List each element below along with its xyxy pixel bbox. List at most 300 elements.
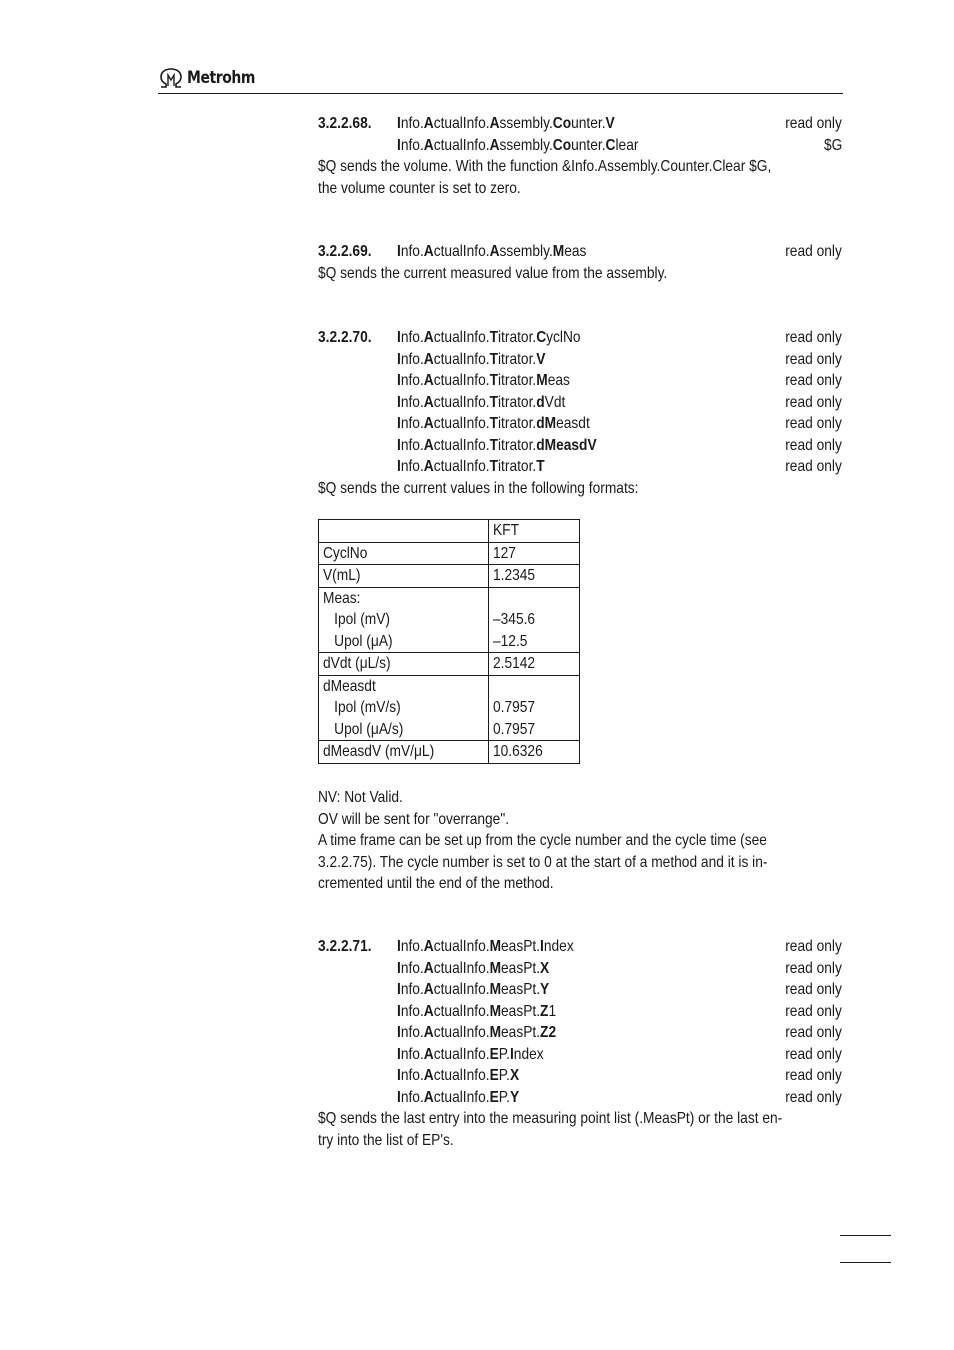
section-3-2-2-71	[318, 936, 842, 1151]
access-mode	[776, 958, 842, 980]
command-key-letter: E	[489, 1045, 499, 1063]
command-key-letter: dMeasdV	[536, 436, 597, 454]
section-number-text: 3.2.2.68.	[318, 115, 372, 132]
header-text: KFT	[493, 522, 519, 539]
command-key-letter: I	[397, 415, 401, 432]
section-number-text: 3.2.2.71.	[318, 938, 372, 955]
command-key-letter: A	[423, 115, 434, 132]
command-key-letter: Y	[540, 981, 550, 998]
command-key-letter: T	[489, 458, 498, 475]
command-key-letter: C	[536, 329, 547, 346]
command-key-letter: T	[489, 393, 498, 411]
command-key-letter: A	[423, 959, 434, 977]
command-segment: easPt.	[501, 981, 541, 998]
command-key-letter: I	[397, 1088, 401, 1106]
command-key-letter: I	[397, 1024, 401, 1041]
row-value: 1.2345	[493, 567, 536, 584]
access-mode	[776, 113, 842, 135]
command-key-letter: A	[423, 1002, 434, 1020]
command-segment: P.	[498, 1067, 510, 1084]
command-key-letter: I	[397, 1045, 401, 1063]
section-number	[318, 936, 380, 958]
command-key-letter: Co	[552, 136, 572, 154]
section-description	[318, 156, 844, 199]
command-text	[397, 413, 590, 435]
header-rule	[158, 93, 843, 94]
command-name	[397, 1001, 582, 1023]
access-mode-text: read only	[785, 350, 842, 368]
row-value: 10.6326	[493, 743, 543, 760]
command-name	[397, 413, 621, 435]
command-row	[318, 392, 842, 414]
command-segment: ctualInfo.	[433, 136, 490, 154]
command-key-letter: A	[423, 136, 434, 154]
command-key-letter: I	[509, 1045, 514, 1063]
section-number	[318, 113, 380, 135]
row-label: Upol (μA/s)	[334, 720, 404, 738]
row-label-cell	[319, 565, 489, 588]
access-mode-text: read only	[785, 243, 842, 260]
command-row	[318, 1001, 842, 1023]
access-mode	[821, 135, 842, 157]
command-key-letter: X	[540, 959, 550, 977]
access-mode-text: read only	[785, 1002, 842, 1020]
command-name	[397, 113, 650, 135]
command-row	[318, 327, 842, 349]
row-value: 0.7957	[493, 720, 536, 738]
command-text	[397, 241, 586, 263]
command-key-letter: M	[536, 372, 548, 389]
command-key-letter: I	[397, 243, 401, 260]
description-line: the volume counter is set to zero.	[318, 179, 521, 197]
access-mode	[776, 936, 842, 958]
access-mode	[776, 435, 842, 457]
command-name	[397, 327, 610, 349]
command-key-letter: E	[489, 1088, 499, 1106]
command-segment: ctualInfo.	[433, 1024, 490, 1041]
command-segment: nfo.	[400, 243, 424, 260]
access-mode	[776, 1022, 842, 1044]
command-text	[397, 135, 638, 157]
command-text	[397, 979, 549, 1001]
command-key-letter: A	[423, 436, 434, 454]
command-row	[318, 241, 842, 263]
access-mode-text: read only	[785, 393, 842, 411]
command-row	[318, 936, 842, 958]
row-label: Upol (μA)	[334, 632, 393, 650]
row-label-cell	[319, 675, 489, 741]
command-segment: 1	[548, 1002, 557, 1020]
command-text	[397, 370, 570, 392]
command-segment: ctualInfo.	[433, 1045, 490, 1063]
section-description	[318, 478, 844, 500]
command-segment: ctualInfo.	[433, 329, 490, 346]
command-name	[397, 370, 598, 392]
command-text	[397, 1087, 519, 1109]
command-row	[318, 979, 842, 1001]
table-header-cell	[319, 520, 489, 543]
row-label-cell	[319, 587, 489, 653]
command-key-letter: I	[397, 1002, 401, 1020]
access-mode-text: read only	[785, 415, 842, 432]
command-key-letter: Z2	[540, 1024, 557, 1041]
command-segment: nfo.	[400, 393, 424, 411]
row-value	[493, 676, 564, 698]
command-segment: nfo.	[400, 1002, 424, 1020]
command-text	[397, 1001, 556, 1023]
notes	[318, 787, 842, 895]
command-key-letter: V	[605, 115, 615, 132]
command-segment: ctualInfo.	[433, 436, 490, 454]
access-mode	[776, 1001, 842, 1023]
access-mode-text: read only	[785, 372, 842, 389]
command-segment: ctualInfo.	[433, 938, 490, 955]
command-text	[397, 958, 549, 980]
note-line: 3.2.2.75). The cycle number is set to 0 at the start of a method and it is in-	[318, 853, 768, 871]
access-mode	[776, 241, 842, 263]
command-segment: yclNo	[546, 329, 581, 346]
section-number-text: 3.2.2.70.	[318, 329, 372, 346]
command-segment: itrator.	[497, 372, 537, 389]
command-key-letter: A	[423, 393, 434, 411]
command-row	[318, 135, 842, 157]
command-segment: nfo.	[400, 115, 424, 132]
access-mode-text: read only	[785, 1045, 842, 1063]
row-label: dMeasdV (mV/μL)	[323, 743, 435, 760]
format-table	[318, 519, 580, 764]
row-value-cell	[489, 565, 580, 588]
command-segment: ctualInfo.	[433, 1067, 490, 1084]
command-row	[318, 1065, 842, 1087]
command-segment: nfo.	[400, 136, 424, 154]
command-name	[397, 958, 574, 980]
command-text	[397, 936, 574, 958]
command-text	[397, 327, 581, 349]
notes-text	[318, 787, 844, 895]
section-description	[318, 263, 844, 285]
command-key-letter: I	[397, 350, 401, 368]
command-key-letter: T	[489, 436, 498, 454]
command-row	[318, 435, 842, 457]
command-key-letter: I	[397, 436, 401, 454]
table-row	[319, 565, 580, 588]
access-mode	[776, 413, 842, 435]
row-value-cell	[489, 675, 580, 741]
row-value-cell	[489, 741, 580, 764]
command-segment: unter.	[571, 115, 606, 132]
command-key-letter: I	[397, 136, 401, 154]
access-mode	[776, 392, 842, 414]
section-number-text: 3.2.2.69.	[318, 243, 372, 260]
command-segment: ctualInfo.	[433, 115, 490, 132]
command-key-letter: Z	[540, 1002, 549, 1020]
command-key-letter: E	[489, 1067, 499, 1084]
command-key-letter: Y	[509, 1088, 520, 1106]
description-line: $Q sends the last entry into the measuring point list (.MeasPt) or the last en-	[318, 1110, 783, 1127]
command-segment: nfo.	[400, 959, 424, 977]
command-segment: lear	[615, 136, 639, 154]
access-mode-text: read only	[785, 1067, 842, 1084]
command-row	[318, 456, 842, 478]
command-segment: itrator.	[497, 415, 537, 432]
description-line: $Q sends the volume. With the function &Info.Assembly.Counter.Clear $G,	[318, 158, 772, 175]
command-name	[397, 435, 629, 457]
command-key-letter: T	[489, 329, 498, 346]
command-segment: nfo.	[400, 350, 424, 368]
command-text	[397, 1022, 556, 1044]
command-segment: itrator.	[497, 350, 537, 368]
command-list	[318, 936, 842, 1108]
description-line: $Q sends the current values in the following formats:	[318, 479, 639, 497]
command-segment: Vdt	[544, 393, 566, 411]
row-value-cell	[489, 542, 580, 565]
command-list	[318, 327, 842, 478]
access-mode	[776, 1044, 842, 1066]
command-segment: ctualInfo.	[433, 1088, 490, 1106]
command-key-letter: T	[489, 415, 498, 432]
command-key-letter: A	[423, 1045, 434, 1063]
table-row	[319, 741, 580, 764]
command-segment: eas	[547, 372, 570, 389]
table-row	[319, 653, 580, 676]
command-segment: ctualInfo.	[433, 350, 490, 368]
section-3-2-2-69	[318, 241, 842, 284]
access-mode-text: read only	[785, 329, 842, 346]
command-segment: unter.	[571, 136, 606, 154]
access-mode-text: read only	[785, 115, 842, 132]
command-text	[397, 435, 597, 457]
command-segment: nfo.	[400, 938, 424, 955]
command-segment: itrator.	[497, 329, 537, 346]
command-segment: nfo.	[400, 329, 424, 346]
command-segment: P.	[498, 1088, 510, 1106]
command-segment: nfo.	[400, 415, 424, 432]
section-3-2-2-70	[318, 327, 842, 499]
command-key-letter: M	[489, 1024, 502, 1041]
row-value: –12.5	[493, 632, 528, 650]
command-key-letter: T	[489, 372, 498, 389]
description-line: $Q sends the current measured value from the assembly.	[318, 264, 668, 282]
command-text	[397, 1065, 519, 1087]
command-key-letter: I	[397, 938, 401, 955]
row-label: Meas:	[323, 589, 361, 607]
command-segment: nfo.	[400, 458, 424, 475]
command-key-letter: A	[489, 243, 500, 260]
command-key-letter: T	[536, 458, 545, 475]
command-key-letter: M	[489, 1002, 502, 1020]
command-segment: itrator.	[497, 436, 537, 454]
command-name	[397, 456, 569, 478]
command-key-letter: I	[397, 1067, 401, 1084]
command-key-letter: T	[489, 350, 498, 368]
command-segment: easPt.	[501, 1024, 541, 1041]
command-segment: easPt.	[501, 959, 541, 977]
note-line: A time frame can be set up from the cycle number and the cycle time (see	[318, 832, 767, 849]
command-segment: ndex	[513, 1045, 544, 1063]
command-key-letter: M	[489, 981, 502, 998]
access-mode	[776, 349, 842, 371]
command-key-letter: X	[509, 1067, 520, 1084]
command-segment: ndex	[543, 938, 574, 955]
command-text	[397, 456, 545, 478]
row-value: 127	[493, 544, 516, 562]
command-key-letter: dM	[536, 415, 557, 432]
note-line: NV: Not Valid.	[318, 789, 403, 806]
command-segment: ctualInfo.	[433, 458, 490, 475]
command-row	[318, 370, 842, 392]
access-mode-text: read only	[785, 981, 842, 998]
row-value-cell	[489, 587, 580, 653]
command-segment: nfo.	[400, 981, 424, 998]
command-key-letter: I	[397, 981, 401, 998]
command-key-letter: I	[397, 458, 401, 475]
note-line: cremented until the end of the method.	[318, 875, 554, 892]
row-label: Ipol (mV/s)	[334, 699, 401, 716]
command-segment: nfo.	[400, 1088, 424, 1106]
row-value-cell	[489, 653, 580, 676]
command-segment: nfo.	[400, 1024, 424, 1041]
command-key-letter: A	[423, 1088, 434, 1106]
command-key-letter: I	[540, 938, 544, 955]
command-list	[318, 113, 842, 156]
row-label-cell	[319, 653, 489, 676]
command-key-letter: A	[423, 981, 434, 998]
command-key-letter: Co	[552, 115, 572, 132]
command-segment: eas	[564, 243, 587, 260]
command-segment: itrator.	[497, 458, 537, 475]
row-label: CyclNo	[323, 544, 368, 562]
command-row	[318, 958, 842, 980]
command-segment: easPt.	[501, 938, 541, 955]
access-mode-text: read only	[785, 458, 842, 475]
command-row	[318, 1022, 842, 1044]
command-key-letter: A	[489, 115, 500, 132]
row-label: V(mL)	[323, 567, 361, 584]
command-name	[397, 1065, 539, 1087]
command-segment: nfo.	[400, 436, 424, 454]
access-mode	[776, 370, 842, 392]
command-row	[318, 1087, 842, 1109]
command-row	[318, 349, 842, 371]
access-mode	[776, 327, 842, 349]
command-key-letter: A	[423, 938, 434, 955]
command-key-letter: A	[489, 136, 500, 154]
command-segment: P.	[498, 1045, 510, 1063]
command-key-letter: A	[423, 350, 434, 368]
command-text	[397, 349, 545, 371]
command-row	[318, 113, 842, 135]
command-row	[318, 413, 842, 435]
command-key-letter: A	[423, 1024, 434, 1041]
row-label: dVdt (μL/s)	[323, 655, 391, 672]
command-key-letter: A	[423, 372, 434, 389]
command-row	[318, 1044, 842, 1066]
row-label: Ipol (mV)	[334, 611, 390, 628]
access-mode	[776, 456, 842, 478]
section-number	[318, 327, 380, 349]
command-name	[397, 936, 602, 958]
command-key-letter: A	[423, 458, 434, 475]
description-line: try into the list of EP's.	[318, 1131, 454, 1149]
access-mode-text: read only	[785, 938, 842, 955]
command-segment: nfo.	[400, 1067, 424, 1084]
command-name	[397, 349, 570, 371]
header-text	[323, 520, 461, 542]
command-segment: nfo.	[400, 372, 424, 389]
command-key-letter: V	[536, 350, 546, 368]
footer-rule-top	[840, 1235, 891, 1236]
command-key-letter: A	[423, 415, 434, 432]
access-mode-text: read only	[785, 959, 842, 977]
command-key-letter: I	[397, 115, 401, 132]
command-name	[397, 241, 617, 263]
command-key-letter: M	[489, 959, 502, 977]
row-label-cell	[319, 542, 489, 565]
command-name	[397, 135, 678, 157]
section-description	[318, 1108, 844, 1151]
section-number	[318, 241, 380, 263]
access-mode-text: read only	[785, 436, 842, 454]
command-segment: easdt	[556, 415, 590, 432]
command-segment: nfo.	[400, 1045, 424, 1063]
row-value: 2.5142	[493, 655, 536, 672]
command-segment: ctualInfo.	[433, 393, 490, 411]
logo-text: Metrohm	[187, 68, 256, 88]
section-3-2-2-68	[318, 113, 842, 199]
table-row	[319, 542, 580, 565]
access-mode	[776, 1087, 842, 1109]
row-value	[493, 588, 564, 610]
access-mode	[776, 1065, 842, 1087]
command-name	[397, 1022, 582, 1044]
command-key-letter: A	[423, 243, 434, 260]
row-value: –345.6	[493, 611, 536, 628]
command-segment: ssembly.	[499, 243, 553, 260]
command-name	[397, 392, 593, 414]
command-segment: ctualInfo.	[433, 1002, 490, 1020]
row-value: 0.7957	[493, 699, 536, 716]
table-header-cell	[489, 520, 580, 543]
command-name	[397, 1087, 539, 1109]
command-key-letter: I	[397, 372, 401, 389]
table-row	[319, 587, 580, 653]
metrohm-logo	[158, 66, 270, 90]
command-key-letter: I	[397, 329, 401, 346]
command-key-letter: I	[397, 393, 401, 411]
table-header-row	[319, 520, 580, 543]
access-mode-text: $G	[823, 136, 842, 154]
metrohm-omega-icon	[158, 67, 184, 89]
access-mode	[776, 979, 842, 1001]
command-list	[318, 241, 842, 263]
command-text	[397, 113, 615, 135]
command-key-letter: C	[605, 136, 616, 154]
table-row	[319, 675, 580, 741]
command-name	[397, 979, 574, 1001]
command-key-letter: I	[397, 959, 401, 977]
command-key-letter: d	[536, 393, 545, 411]
command-text	[397, 392, 565, 414]
command-key-letter: A	[423, 329, 434, 346]
command-segment: ssembly.	[499, 115, 553, 132]
command-key-letter: M	[489, 938, 502, 955]
note-line: OV will be sent for "overrange".	[318, 810, 510, 828]
command-segment: easPt.	[501, 1002, 541, 1020]
command-key-letter: M	[552, 243, 565, 260]
command-key-letter: A	[423, 1067, 434, 1084]
command-segment: ctualInfo.	[433, 243, 490, 260]
row-label: dMeasdt	[323, 677, 376, 695]
